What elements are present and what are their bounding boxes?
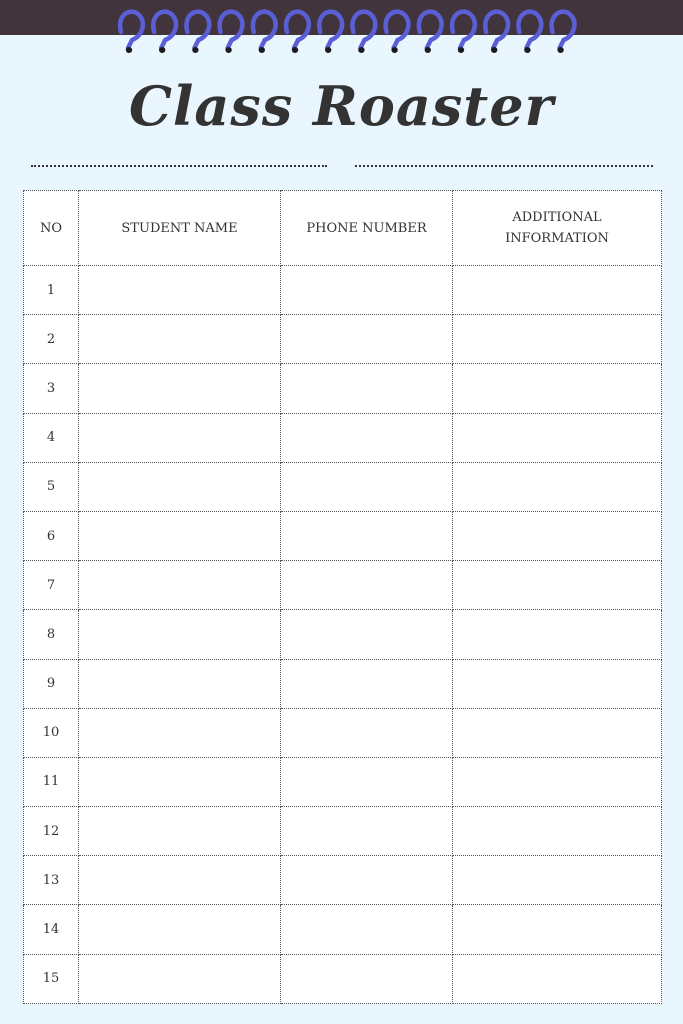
phone-number-cell[interactable]: [281, 708, 453, 757]
spiral-ring: [120, 12, 143, 53]
additional-information-cell[interactable]: [453, 610, 662, 659]
student-name-cell[interactable]: [79, 462, 281, 511]
punch-hole: [325, 47, 331, 53]
phone-number-cell[interactable]: [281, 807, 453, 856]
roster-body: [24, 266, 662, 1004]
row-number: 12: [24, 807, 79, 856]
punch-hole: [225, 47, 231, 53]
table-row: [24, 659, 662, 708]
spiral-ring: [153, 12, 176, 53]
student-name-cell[interactable]: [79, 610, 281, 659]
table-row: [24, 266, 662, 315]
table-row: [24, 315, 662, 364]
table-row: [24, 856, 662, 905]
spiral-ring: [286, 12, 309, 53]
spiral-ring: [452, 12, 475, 53]
phone-number-cell[interactable]: [281, 905, 453, 954]
table-row: [24, 364, 662, 413]
additional-information-cell[interactable]: [453, 315, 662, 364]
row-number: 8: [24, 610, 79, 659]
table-row: [24, 462, 662, 511]
student-name-cell[interactable]: [79, 364, 281, 413]
table-row: [24, 413, 662, 462]
student-name-cell[interactable]: [79, 266, 281, 315]
table-row: [24, 807, 662, 856]
spiral-ring: [186, 12, 209, 53]
row-number: 6: [24, 511, 79, 560]
additional-information-cell[interactable]: [453, 954, 662, 1003]
spiral-ring: [352, 12, 375, 53]
spiral-ring: [485, 12, 508, 53]
column-header-student-name: STUDENT NAME: [79, 191, 281, 266]
punch-hole: [126, 47, 132, 53]
phone-number-cell[interactable]: [281, 757, 453, 806]
punch-hole: [391, 47, 397, 53]
row-number: 9: [24, 659, 79, 708]
student-name-cell[interactable]: [79, 659, 281, 708]
additional-information-cell[interactable]: [453, 364, 662, 413]
additional-information-cell[interactable]: [453, 462, 662, 511]
student-name-cell[interactable]: [79, 511, 281, 560]
table-row: [24, 954, 662, 1003]
spiral-ring: [220, 12, 243, 53]
punch-hole: [557, 47, 563, 53]
row-number: 3: [24, 364, 79, 413]
additional-information-cell[interactable]: [453, 757, 662, 806]
spiral-ring: [253, 12, 276, 53]
phone-number-cell[interactable]: [281, 856, 453, 905]
table-row: [24, 610, 662, 659]
additional-information-cell[interactable]: [453, 659, 662, 708]
phone-number-cell[interactable]: [281, 364, 453, 413]
phone-number-cell[interactable]: [281, 954, 453, 1003]
additional-information-cell[interactable]: [453, 905, 662, 954]
additional-information-cell[interactable]: [453, 708, 662, 757]
header-row: [24, 191, 662, 266]
spiral-ring: [552, 12, 575, 53]
column-header-additional-information-label: ADDITIONAL INFORMATION: [505, 210, 609, 246]
punch-hole: [491, 47, 497, 53]
punch-hole: [458, 47, 464, 53]
student-name-cell[interactable]: [79, 954, 281, 1003]
row-number: 13: [24, 856, 79, 905]
punch-hole: [425, 47, 431, 53]
phone-number-cell[interactable]: [281, 413, 453, 462]
fill-in-line-left[interactable]: [31, 165, 327, 167]
additional-information-cell[interactable]: [453, 511, 662, 560]
page-title: Class Roaster: [128, 74, 555, 138]
phone-number-cell[interactable]: [281, 462, 453, 511]
column-header-additional-information: [453, 191, 662, 266]
phone-number-cell[interactable]: [281, 659, 453, 708]
student-name-cell[interactable]: [79, 807, 281, 856]
table-row: [24, 757, 662, 806]
spiral-ring: [419, 12, 442, 53]
table-row: [24, 905, 662, 954]
spiral-rings: [0, 0, 683, 70]
student-name-cell[interactable]: [79, 315, 281, 364]
row-number: 5: [24, 462, 79, 511]
row-number: 4: [24, 413, 79, 462]
spiral-ring: [319, 12, 342, 53]
fill-in-line-right[interactable]: [355, 165, 653, 167]
phone-number-cell[interactable]: [281, 315, 453, 364]
row-number: 1: [24, 266, 79, 315]
punch-hole: [358, 47, 364, 53]
row-number: 7: [24, 561, 79, 610]
student-name-cell[interactable]: [79, 905, 281, 954]
punch-hole: [259, 47, 265, 53]
punch-hole: [192, 47, 198, 53]
table-row: [24, 511, 662, 560]
column-header-no: NO: [24, 191, 79, 266]
student-name-cell[interactable]: [79, 708, 281, 757]
row-number: 15: [24, 954, 79, 1003]
roster-table: [23, 190, 662, 1004]
spiral-ring: [386, 12, 409, 53]
additional-information-cell[interactable]: [453, 266, 662, 315]
additional-information-cell[interactable]: [453, 413, 662, 462]
additional-information-cell[interactable]: [453, 561, 662, 610]
column-header-phone-number: PHONE NUMBER: [281, 191, 453, 266]
phone-number-cell[interactable]: [281, 266, 453, 315]
punch-hole: [159, 47, 165, 53]
row-number: 10: [24, 708, 79, 757]
punch-hole: [292, 47, 298, 53]
row-number: 11: [24, 757, 79, 806]
phone-number-cell[interactable]: [281, 610, 453, 659]
additional-information-cell[interactable]: [453, 807, 662, 856]
table-row: [24, 561, 662, 610]
student-name-cell[interactable]: [79, 856, 281, 905]
spiral-ring: [518, 12, 541, 53]
student-name-cell[interactable]: [79, 757, 281, 806]
table-row: [24, 708, 662, 757]
student-name-cell[interactable]: [79, 561, 281, 610]
phone-number-cell[interactable]: [281, 511, 453, 560]
row-number: 2: [24, 315, 79, 364]
phone-number-cell[interactable]: [281, 561, 453, 610]
row-number: 14: [24, 905, 79, 954]
student-name-cell[interactable]: [79, 413, 281, 462]
punch-hole: [524, 47, 530, 53]
additional-information-cell[interactable]: [453, 856, 662, 905]
